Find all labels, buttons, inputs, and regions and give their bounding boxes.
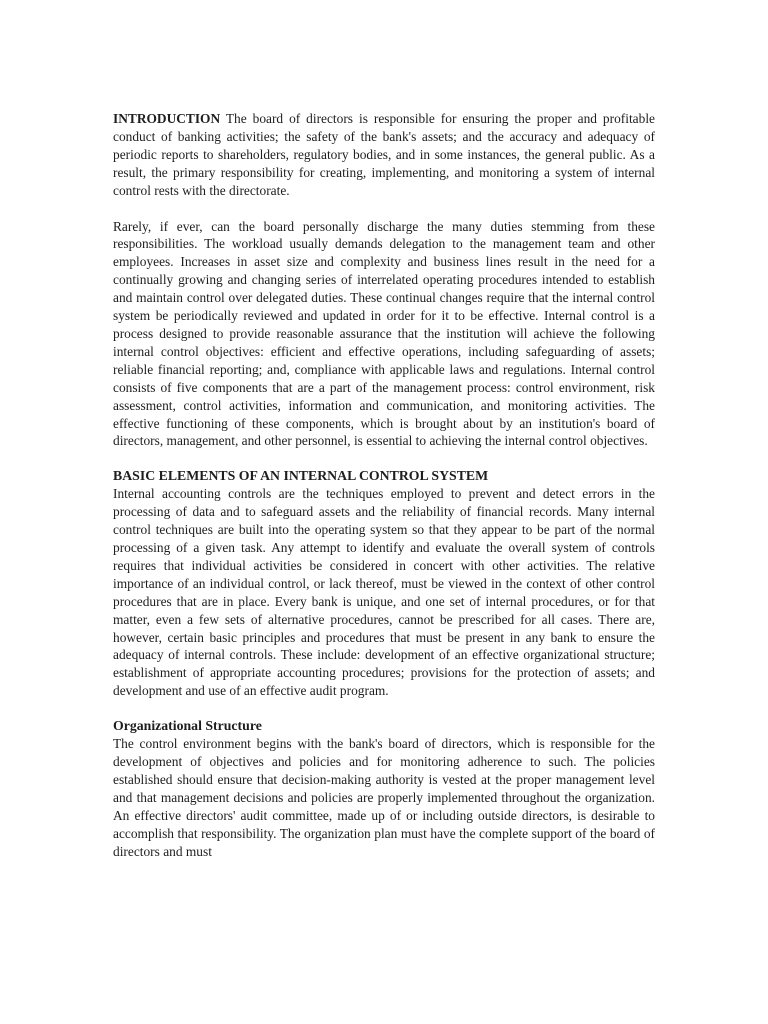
intro-text: The board of directors is responsible for ensuring the proper and profitable conduct of banking activities; the safety of the bank's assets; and the accuracy and adequacy of periodic reports to shareholders, regulatory bodies, and in some instances, the general public. As a result, the primary responsibility for creating, implementing, and monitoring a system of internal control rests with the directorate. (113, 111, 655, 198)
body-paragraph: Rarely, if ever, can the board personally discharge the many duties stemming from these responsibilities. The workload usually demands delegation to the management team and other employees. Increases in asset size and complexity and business lines result in the need for a continually growing and changing series of interrelated operating procedures intended to establish and maintain control over delegated duties. These continual changes require that the internal control system be periodically reviewed and updated in order for it to be effective. Internal control is a process designed to provide reasonable assurance that the institution will achieve the following internal control objectives: efficient and effective operations, including safeguarding of assets; reliable financial reporting; and, compliance with applicable laws and regulations. Internal control consists of five components that are a part of the management process: control environment, risk assessment, control activities, information and communication, and monitoring activities. The effective functioning of these components, which is brought about by an institution's board of directors, management, and other personnel, is essential to achieving the internal control objectives. (113, 218, 655, 449)
subsection-heading: Organizational Structure (113, 718, 262, 734)
intro-heading: INTRODUCTION (113, 111, 221, 126)
subsection-paragraph: The control environment begins with the bank's board of directors, which is responsible for the development of objectives and policies and for monitoring adherence to such. The policies established should ensure that decision-making authority is vested at the proper management level and that management decisions and policies are properly implemented throughout the organization. An effective directors' audit committee, made up of or including outside directors, is desirable to accomplish that responsibility. The organization plan must have the complete support of the board of directors and must (113, 736, 655, 859)
section-heading: BASIC ELEMENTS OF AN INTERNAL CONTROL SYSTEM (113, 468, 489, 484)
intro-paragraph (113, 110, 655, 200)
document-page (113, 110, 655, 861)
section-paragraph: Internal accounting controls are the techniques employed to prevent and detect errors in the processing of data and to safeguard assets and the reliability of financial records. Many internal control techniques are built into the operating system so that they appear to be part of the normal processing of a given task. Any attempt to identify and evaluate the overall system of controls requires that individual activities be considered in concert with other activities. The relative importance of an individual control, or lack thereof, must be viewed in the context of other control procedures that are in place. Every bank is unique, and one set of internal procedures, or for that matter, even a few sets of alternative procedures, cannot be prescribed for all cases. There are, however, certain basic principles and procedures that must be present in any bank to ensure the adequacy of internal controls. These include: development of an effective organizational structure; establishment of appropriate accounting procedures; provisions for the protection of assets; and development and use of an effective audit program. (113, 486, 655, 699)
